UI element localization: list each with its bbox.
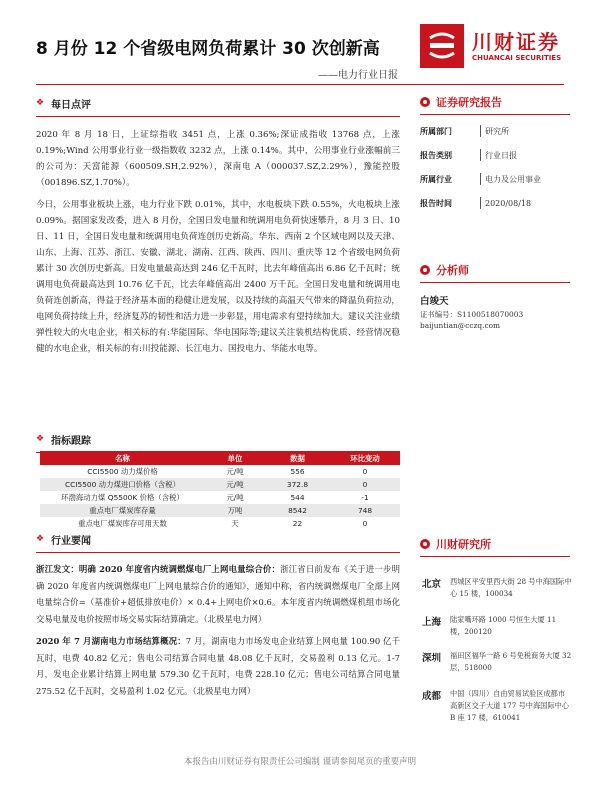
table-cell: 环渤海动力煤 Q5500K 价格（含税） xyxy=(61,493,184,502)
office-city: 成都 xyxy=(422,691,442,702)
table-cell: 天 xyxy=(231,519,239,528)
table-cell: 重点电厂煤炭库存量 xyxy=(40,504,205,517)
sidebar-divider xyxy=(420,282,570,283)
table-cell: -1 xyxy=(361,493,369,502)
daily-comment-section xyxy=(36,96,400,357)
news-item xyxy=(36,633,400,699)
report-subtitle: ——电力行业日报 xyxy=(318,70,398,81)
bullet-icon xyxy=(420,539,430,549)
info-row xyxy=(420,167,570,191)
table-cell: 元/吨 xyxy=(205,478,265,491)
indicators-heading xyxy=(36,432,400,447)
analyst-panel xyxy=(420,262,570,331)
table-row xyxy=(40,465,400,478)
news-title: 浙江发文：明确 2020 年度省内统调燃煤电厂上网电量综合价： xyxy=(36,564,281,574)
table-cell: 8542 xyxy=(265,504,330,517)
office-city: 上海 xyxy=(422,617,442,628)
table-cell: 372.8 xyxy=(265,478,330,491)
diamond-icon: ❖ xyxy=(36,434,45,444)
table-cell: 万吨 xyxy=(205,504,265,517)
report-info-panel xyxy=(420,94,570,215)
analyst-cert: 证书编号：S1100518070003 xyxy=(420,310,524,319)
info-key: 报告类别 xyxy=(420,150,452,160)
info-value: 行业日报 xyxy=(485,150,517,160)
column-header: 环比变动 xyxy=(330,451,400,465)
column-header: 数据 xyxy=(265,451,330,465)
news-title: 2020 年 7 月湖南电力市场结算概况： xyxy=(36,636,186,646)
column-header: 名称 xyxy=(40,451,205,465)
column-header: 单位 xyxy=(205,451,265,465)
table-cell: 544 xyxy=(290,493,305,502)
indicators-heading-block xyxy=(36,432,400,453)
info-key: 所属部门 xyxy=(420,126,452,136)
table-cell: 元/吨 xyxy=(226,467,244,476)
table-cell: CCI5500 动力煤价格 xyxy=(87,467,158,476)
section-divider xyxy=(36,116,400,117)
table-cell: 748 xyxy=(330,504,400,517)
info-row xyxy=(420,143,570,167)
daily-comment-paragraph-1: 2020 年 8 月 18 日，上证综指收 3451 点，上涨 0.36%;深证成指收 13768 点，上涨 0.19%;Wind 公用事业行业一级指数收 3232 点，上涨 0.14%。其中，公用事业行业涨幅前三的公司为：天富能源（600509.SH,2.92%），深南电 A（000037.SZ,2.29%），豫能控股（001896.SZ,1.70%）。 xyxy=(36,130,400,188)
table-cell: 元/吨 xyxy=(226,493,244,502)
table-row xyxy=(40,517,400,530)
daily-comment-paragraph-2: 今日，公用事业板块上涨，电力行业下跌 0.01%，其中，水电板块下跌 0.55%，火电板块上涨 0.09%。据国家发改委，进入 8 月份，全国日发电量和统调用电负荷快速攀升，8 月 3 日、10 日、11 日，全国日发电量和统调用电负荷连创历史新高。华东、西南 2 个区域电网以及天津、山东、上海、江苏、浙江、安徽、湖北、湖南、江西、陕西、四川、重庆等 12 个省级电网负荷累计 30 次创历史新高。日发电量最高达到 246 亿千瓦时，比去年峰值高出 6.86 亿千瓦时；统调用电负荷最高达到 10.76 亿千瓦，比去年峰值高出 2400 万千瓦。全国日发电量和统调用电负荷连创新高，得益于经济基本面的稳健让进发展，以及持续的高温天气带来的降温负荷拉动，电网负荷持续上升，经济复苏的韧性和活力进一步彰显，用电需求有望持续加大。建议关注业绩弹性较大的火电企业，相关标的有:华能国际、华电国际等;建议关注装机结构优质、经营情况稳健的水电企业，相关标的有:川投能源、长江电力、国投电力、华能水电等。 xyxy=(36,200,400,354)
office-address: 陆家嘴环路 1000 号恒生大厦 11 楼，200120 xyxy=(450,615,557,636)
office-city: 深圳 xyxy=(422,653,442,664)
office-address: 福田区福华一路 6 号免税商务大厦 32 层，518000 xyxy=(450,651,572,672)
info-value: 研究所 xyxy=(485,126,509,136)
table-cell: 0 xyxy=(330,478,400,491)
analyst-name: 白竣天 xyxy=(420,296,449,307)
industry-news-heading xyxy=(36,532,400,547)
office-address: 西城区平安里西大街 28 号中海国际中心 15 楼，100034 xyxy=(450,577,572,598)
analyst-heading xyxy=(420,262,570,278)
industry-news-body xyxy=(36,561,400,699)
table-cell: 556 xyxy=(290,467,305,476)
bullet-icon xyxy=(420,265,430,275)
table-cell: 0 xyxy=(362,467,368,476)
institute-panel xyxy=(420,536,570,557)
info-value: 2020/08/18 xyxy=(485,198,532,208)
indicators-heading-text: 指标跟踪 xyxy=(51,436,91,447)
info-value: 电力及公用事业 xyxy=(485,174,541,184)
logo-text-cn: 川财证券 xyxy=(472,30,560,54)
logo-text-en: CHUANCAI SECURITIES xyxy=(472,54,562,62)
report-info-heading-text: 证券研究报告 xyxy=(436,96,502,109)
page-footer: 本报告由川财证券有限责任公司编制 谨请参阅尾页的重要声明 xyxy=(183,757,417,767)
header-divider xyxy=(36,84,564,85)
sidebar-divider xyxy=(420,114,570,115)
office-city: 北京 xyxy=(422,579,442,590)
bullet-icon xyxy=(420,97,430,107)
info-separator xyxy=(480,173,481,185)
news-body: 7 月，湖南电力市场发电企业结算上网电量 100.90 亿千瓦时，电费 40.82 亿元；售电公司结算合同电量 48.08 亿千瓦时，交易盈利 0.13 亿元。1-7 月，发电企业累计结算上网电量 579.30 亿千瓦时，电费 228.10 亿元；售电公司结算合同电量 275.52 亿千瓦时，交易盈利 1.02 亿元。（北极星电力网） xyxy=(36,636,400,696)
indicators-table xyxy=(40,451,400,530)
info-separator xyxy=(480,149,481,161)
industry-news-heading-text: 行业要闻 xyxy=(51,536,91,547)
table-row xyxy=(40,478,400,491)
logo-mark-icon xyxy=(420,24,464,68)
diamond-icon: ❖ xyxy=(36,98,45,108)
sidebar-divider xyxy=(420,556,570,557)
institute-heading-text: 川财研究所 xyxy=(436,538,491,551)
table-row xyxy=(40,504,400,517)
diamond-icon: ❖ xyxy=(36,534,45,544)
section-divider xyxy=(36,552,400,553)
daily-comment-body xyxy=(36,127,400,357)
daily-comment-heading-text: 每日点评 xyxy=(51,100,91,111)
info-row xyxy=(420,119,570,143)
info-key: 所属行业 xyxy=(420,174,452,184)
report-info-list xyxy=(420,119,570,215)
info-row xyxy=(420,191,570,215)
news-item xyxy=(36,561,400,627)
analyst-heading-text: 分析师 xyxy=(436,264,469,277)
table-row xyxy=(40,491,400,504)
institute-heading xyxy=(420,536,570,552)
daily-comment-heading xyxy=(36,96,400,111)
table-header-row xyxy=(40,451,400,465)
analyst-email[interactable]: baijuntian@cczq.com xyxy=(420,321,501,330)
info-separator xyxy=(480,125,481,137)
company-logo xyxy=(420,24,570,68)
table-cell: CCI5500 动力煤进口价格（含税） xyxy=(40,478,205,491)
info-separator xyxy=(480,197,481,209)
table-cell: 22 xyxy=(292,519,303,528)
table-cell: 0 xyxy=(362,519,368,528)
office-address: 中国（四川）自由贸易试验区成都市高新区交子大道 177 号中海国际中心 B 座 17 楼，610041 xyxy=(450,689,569,722)
report-title: 8 月份 12 个省级电网负荷累计 30 次创新高 xyxy=(36,39,380,59)
table-cell: 重点电厂煤炭库存可用天数 xyxy=(78,519,167,528)
report-info-heading xyxy=(420,94,570,110)
news-body: 浙江省日前发布《关于进一步明确 2020 年度省内统调燃煤电厂上网电量综合价的通知》，通知中称，省内统调燃煤电厂全部上网电量综合价=（基准价+超低排放电价）× 0.4+上网电价×0.6。本年度省内统调燃煤机组市场化交易电量及电价按照市场交易实际结算确定。（北极星电力网） xyxy=(36,564,401,624)
info-key: 报告时间 xyxy=(420,198,452,208)
industry-news-section xyxy=(36,532,400,699)
